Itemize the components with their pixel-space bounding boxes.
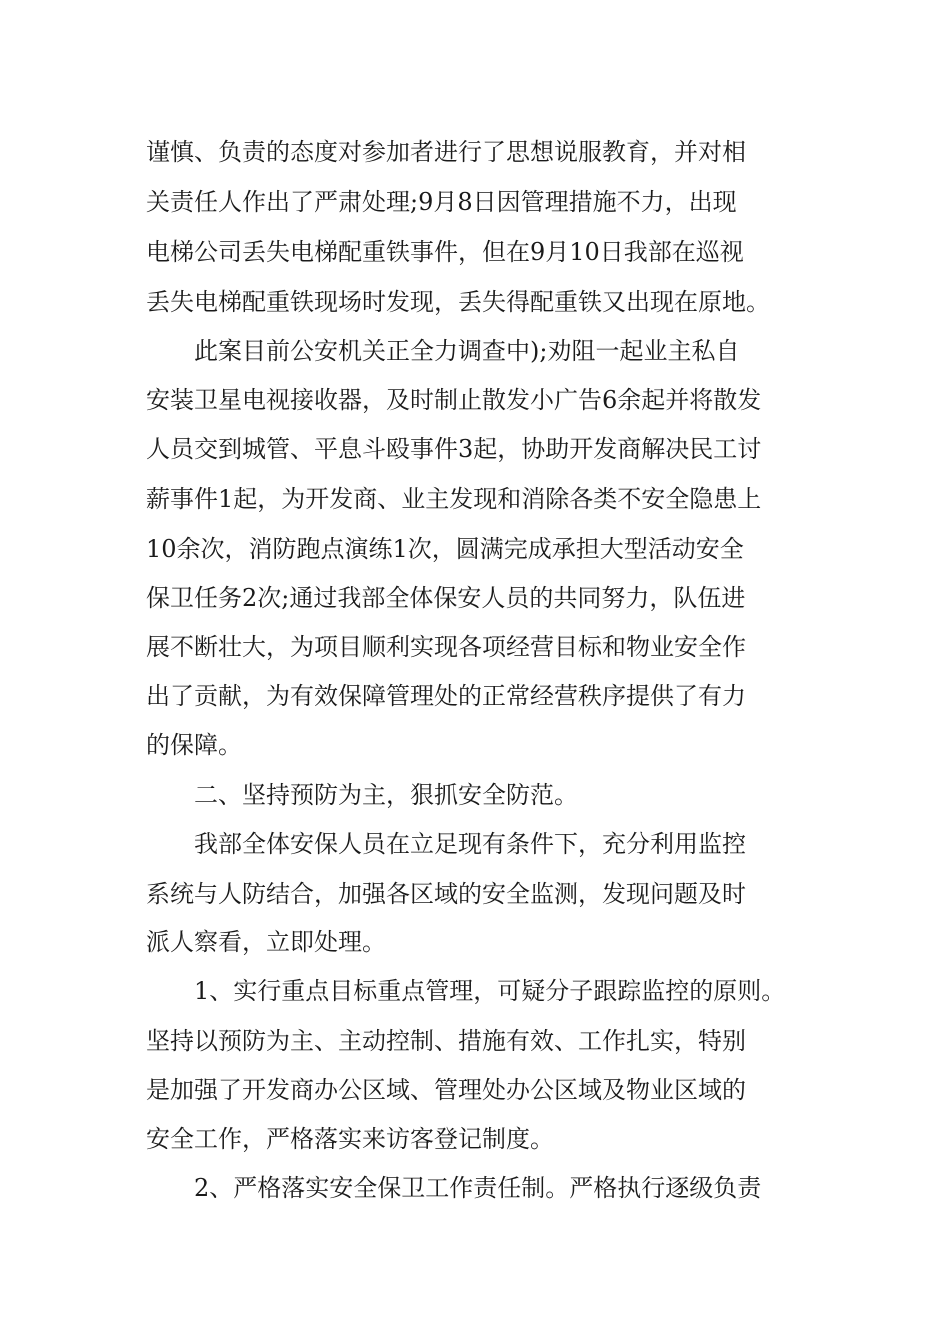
text-line: 保卫任务2次;通过我部全体保安人员的共同努力，队伍进 — [146, 584, 746, 612]
text-line: 谨慎、负责的态度对参加者进行了思想说服教育，并对相 — [146, 138, 746, 166]
text-line: 出了贡献，为有效保障管理处的正常经营秩序提供了有力 — [146, 682, 746, 710]
text-line: 系统与人防结合，加强各区域的安全监测，发现问题及时 — [146, 880, 746, 908]
text-line: 薪事件1起，为开发商、业主发现和消除各类不安全隐患上 — [146, 485, 762, 513]
text-line: 人员交到城管、平息斗殴事件3起，协助开发商解决民工讨 — [146, 435, 762, 463]
paragraph-first-line: 1、实行重点目标重点管理，可疑分子跟踪监控的原则。 — [194, 977, 786, 1005]
paragraph-first-line: 我部全体安保人员在立足现有条件下，充分利用监控 — [194, 830, 746, 858]
text-line: 关责任人作出了严肃处理;9月8日因管理措施不力，出现 — [146, 188, 737, 216]
text-line: 坚持以预防为主、主动控制、措施有效、工作扎实，特别 — [146, 1027, 746, 1055]
text-line: 安全工作，严格落实来访客登记制度。 — [146, 1125, 554, 1153]
paragraph-first-line: 2、严格落实安全保卫工作责任制。严格执行逐级负责 — [194, 1174, 762, 1202]
text-line: 10余次，消防跑点演练1次，圆满完成承担大型活动安全 — [146, 535, 744, 563]
text-line: 电梯公司丢失电梯配重铁事件，但在9月10日我部在巡视 — [146, 238, 744, 266]
section-heading: 二、坚持预防为主，狠抓安全防范。 — [194, 781, 578, 809]
text-line: 丢失电梯配重铁现场时发现，丢失得配重铁又出现在原地。 — [146, 288, 770, 316]
text-line: 展不断壮大，为项目顺利实现各项经营目标和物业安全作 — [146, 633, 746, 661]
text-line: 派人察看，立即处理。 — [146, 928, 386, 956]
text-line: 的保障。 — [146, 731, 242, 759]
text-line: 安装卫星电视接收器，及时制止散发小广告6余起并将散发 — [146, 386, 762, 414]
paragraph-first-line: 此案目前公安机关正全力调查中);劝阻一起业主私自 — [194, 337, 740, 365]
text-line: 是加强了开发商办公区域、管理处办公区域及物业区域的 — [146, 1076, 746, 1104]
